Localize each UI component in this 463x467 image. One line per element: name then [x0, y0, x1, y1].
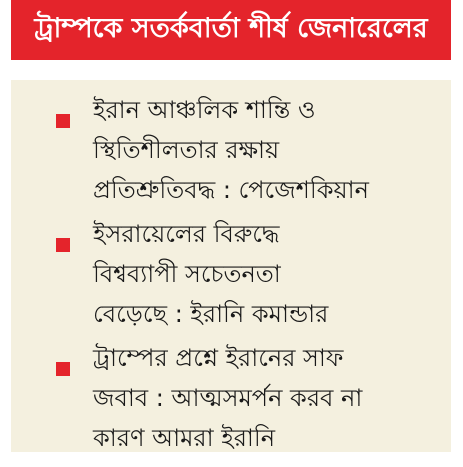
- item-line: ইরান আঞ্চলিক শান্তি ও: [93, 96, 316, 124]
- red-square-bullet-icon: [56, 238, 70, 252]
- red-square-bullet-icon: [56, 114, 70, 128]
- list-item: [11, 214, 451, 334]
- item-line: প্রতিশ্রুতিবদ্ধ : পেজেশকিয়ান: [93, 176, 369, 204]
- item-line: ইসরায়েলের বিরুদ্ধে: [93, 220, 280, 248]
- list-item: [11, 90, 451, 210]
- summary-panel: [11, 80, 451, 452]
- item-line: বেড়েছে : ইরানি কমান্ডার: [93, 300, 329, 328]
- headline-title: ট্রাম্পকে সতর্কবার্তা শীর্ষ জেনারেলের: [34, 12, 428, 44]
- red-square-bullet-icon: [56, 362, 70, 376]
- item-line: বিশ্বব্যাপী সচেতনতা: [93, 260, 281, 288]
- list-item: [11, 338, 451, 458]
- headline-banner: [11, 0, 451, 60]
- item-line: কারণ আমরা ইরানি: [93, 424, 276, 452]
- item-line: স্থিতিশীলতার রক্ষায়: [93, 136, 280, 164]
- item-line: ট্রাম্পের প্রশ্নে ইরানের সাফ: [93, 344, 344, 372]
- bullet-list: [11, 90, 451, 462]
- item-line: জবাব : আত্মসমর্পন করব না: [93, 384, 363, 412]
